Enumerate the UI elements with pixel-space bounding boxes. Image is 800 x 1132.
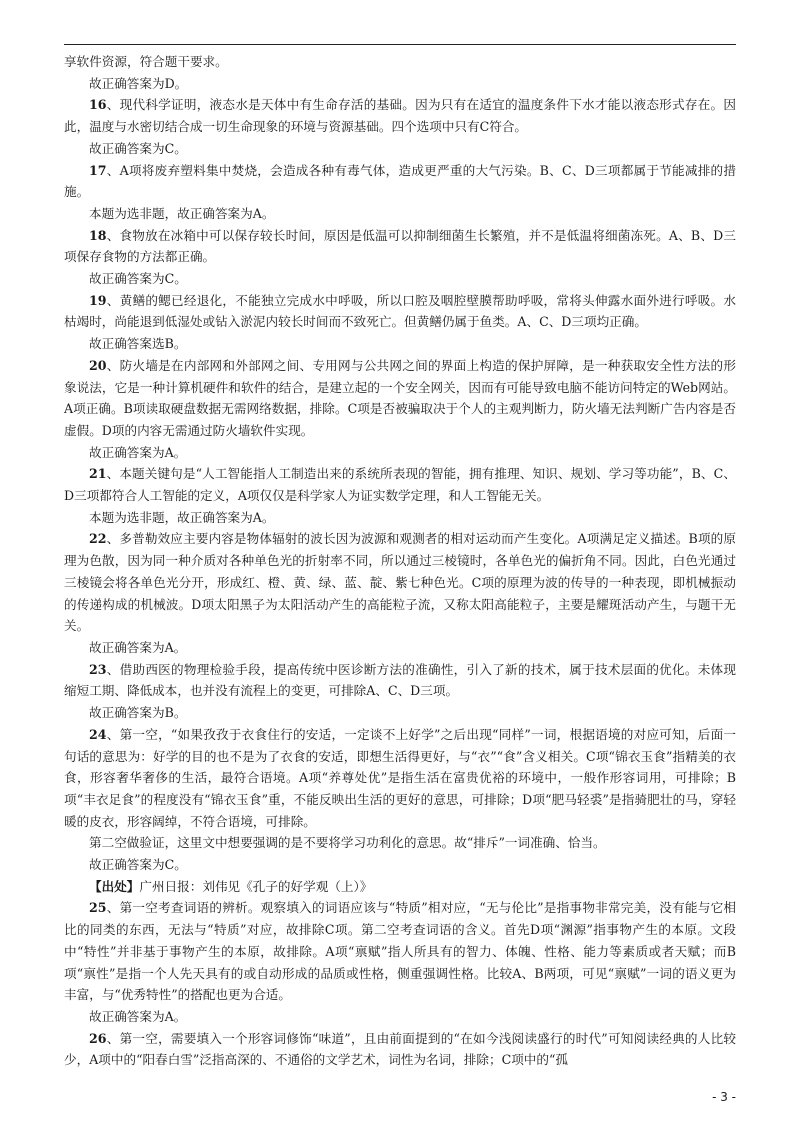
paragraph-text: 、A项将废弃塑料集中焚烧，会造成各种有毒气体，造成更严重的大气污染。B、C、D三项都属于节能减排的措施。	[64, 162, 736, 200]
paragraph-text: 故正确答案为C。	[89, 857, 187, 873]
paragraph	[64, 724, 736, 833]
paragraph	[64, 1028, 736, 1071]
paragraph-text: 故正确答案为C。	[89, 271, 187, 287]
paragraph	[64, 702, 736, 724]
answer-explanations	[64, 51, 736, 1071]
question-number: 21	[89, 466, 107, 482]
question-number: 19	[89, 292, 107, 308]
question-number: 16	[89, 97, 107, 113]
paragraph	[64, 268, 736, 290]
paragraph	[64, 51, 736, 73]
question-number: 25	[89, 900, 107, 916]
paragraph	[64, 528, 736, 637]
paragraph	[64, 73, 736, 95]
paragraph	[64, 160, 736, 203]
question-number: 17	[89, 162, 107, 178]
paragraph	[64, 290, 736, 333]
paragraph-text: 、现代科学证明，液态水是天体中有生命存活的基础。因为只有在适宜的温度条件下水才能以液态形式存在。因此，温度与水密切结合成一切生命现象的环境与资源基础。四个选项中只有C符合。	[64, 97, 736, 135]
paragraph-text: 、防火墙是在内部网和外部网之间、专用网与公共网之间的界面上构造的保护屏障，是一种获取安全性方法的形象说法，它是一种计算机硬件和软件的结合，是建立起的一个安全网关，因而有可能导致电脑不能访问特定的Web网站。A项正确。B项读取硬盘数据无需网络数据，排除。C项是否被骗取决于个人的主观判断力，防火墙无法判断广告内容是否虚假。D项的内容无需通过防火墙软件实现。	[64, 357, 736, 438]
question-number: 26	[89, 1030, 107, 1046]
paragraph	[64, 94, 736, 137]
paragraph-text: 本题为选非题，故正确答案为A。	[89, 509, 275, 525]
paragraph-text: 故正确答案为B。	[89, 705, 187, 721]
paragraph	[64, 355, 736, 442]
paragraph-text: 故正确答案为A。	[89, 444, 187, 460]
paragraph	[64, 138, 736, 160]
paragraph	[64, 659, 736, 702]
question-number: 23	[89, 661, 107, 677]
paragraph	[64, 463, 736, 506]
question-number: 20	[89, 357, 107, 373]
paragraph-text: 、多普勒效应主要内容是物体辐射的波长因为波源和观测者的相对运动而产生变化。A项满足定义描述。B项的原理为色散，因为同一种介质对各种单色光的折射率不同，所以通过三棱镜时，各单色光的偏折角不同。因此，白色光通过三棱镜会将各单色光分开，形成红、橙、黄、绿、蓝、靛、紫七种色光。C项的原理为波的传导的一种表现，即机械振动的传递构成的机械波。D项太阳黑子为太阳活动产生的高能粒子流，又称太阳高能粒子，主要是耀斑活动产生，与题干无关。	[64, 531, 736, 634]
paragraph	[64, 442, 736, 464]
paragraph	[64, 507, 736, 529]
paragraph-text: 故正确答案为D。	[89, 75, 188, 91]
page-number: - 3 -	[712, 1090, 736, 1104]
paragraph-text: 故正确答案为A。	[89, 1008, 187, 1024]
paragraph	[64, 832, 736, 854]
paragraph-text: 、第一空，需要填入一个形容词修饰“味道”，且由前面提到的“在如今浅阅读盛行的时代”可知阅读经典的人比较少，A项中的“阳春白雪”泛指高深的、不通俗的文学艺术，词性为名词，排除；C项中的“孤	[64, 1030, 736, 1068]
question-number: 18	[89, 227, 107, 243]
question-number: 24	[89, 726, 107, 742]
paragraph-text: 第二空做验证，这里文中想要强调的是不要将学习功利化的意思。故“排斥”一词准确、恰当。	[89, 835, 606, 851]
paragraph-text: 广州日报：刘伟见《孔子的好学观（上）》	[139, 878, 373, 894]
paragraph	[64, 203, 736, 225]
paragraph-text: 、借助西医的物理检验手段，提高传统中医诊断方法的准确性，引入了新的技术，属于技术层面的优化。未体现缩短工期、降低成本，也并没有流程上的变更，可排除A、C、D三项。	[64, 661, 736, 699]
paragraph	[64, 854, 736, 876]
paragraph	[64, 637, 736, 659]
paragraph	[64, 1006, 736, 1028]
paragraph-text: 、第一空考查词语的辨析。观察填入的词语应该与“特质”相对应，“无与伦比”是指事物非常完美，没有能与它相比的同类的东西，无法与“特质”对应，故排除C项。第二空考查词语的含义。首先D项“渊源”指事物产生的本原。文段中“特性”并非基于事物产生的本原，故排除。A项“禀赋”指人所具有的智力、体魄、性格、能力等素质或者天赋；而B项“禀性”是指一个人先天具有的或自动形成的品质或性格，侧重强调性格。比较A、B两项，可见“禀赋”一词的语义更为丰富，与“优秀特性”的搭配也更为合适。	[64, 900, 736, 1003]
paragraph-text: 、本题关键句是“人工智能指人工制造出来的系统所表现的智能，拥有推理、知识、规划、学习等功能”，B、C、D三项都符合人工智能的定义，A项仅仅是科学家人为证实数学定理，和人工智能无关。	[64, 466, 736, 504]
paragraph	[64, 876, 736, 898]
paragraph-text: 享软件资源，符合题干要求。	[64, 54, 228, 69]
paragraph	[64, 225, 736, 268]
paragraph-text: 、食物放在冰箱中可以保存较长时间，原因是低温可以抑制细菌生长繁殖，并不是低温将细菌冻死。A、B、D三项保存食物的方法都正确。	[64, 227, 736, 265]
source-tag: 【出处】	[89, 878, 140, 894]
paragraph	[64, 333, 736, 355]
paragraph-text: 、黄鳝的鳃已经退化，不能独立完成水中呼吸，所以口腔及咽腔壁膜帮助呼吸，常将头伸露水面外进行呼吸。水枯竭时，尚能退到低湿处或钻入淤泥内较长时间而不致死亡。但黄鳝仍属于鱼类。A、C、D三项均正确。	[64, 292, 736, 330]
question-number: 22	[89, 531, 107, 547]
header-rule	[64, 44, 736, 45]
paragraph-text: 故正确答案为C。	[89, 140, 187, 156]
paragraph-text: 、第一空，“如果孜孜于衣食住行的安适，一定谈不上好学”之后出现“同样”一词，根据语境的对应可知，后面一句话的意思为：好学的目的也不是为了衣食的安适，即想生活得更好，与“衣”“食”含义相关。C项“锦衣玉食”指精美的衣食，形容奢华奢侈的生活，最符合语境。A项“养尊处优”是指生活在富贵优裕的环境中，一般作形容词用，可排除；B项“丰衣足食”的程度没有“锦衣玉食”重，不能反映出生活的更好的意思，可排除；D项“肥马轻裘”是指骑肥壮的马，穿轻暖的皮衣，形容阔绰，不符合语境，可排除。	[64, 726, 736, 829]
paragraph	[64, 897, 736, 1006]
paragraph-text: 故正确答案为A。	[89, 639, 187, 655]
paragraph-text: 本题为选非题，故正确答案为A。	[89, 205, 275, 221]
paragraph-text: 故正确答案选B。	[89, 336, 187, 352]
